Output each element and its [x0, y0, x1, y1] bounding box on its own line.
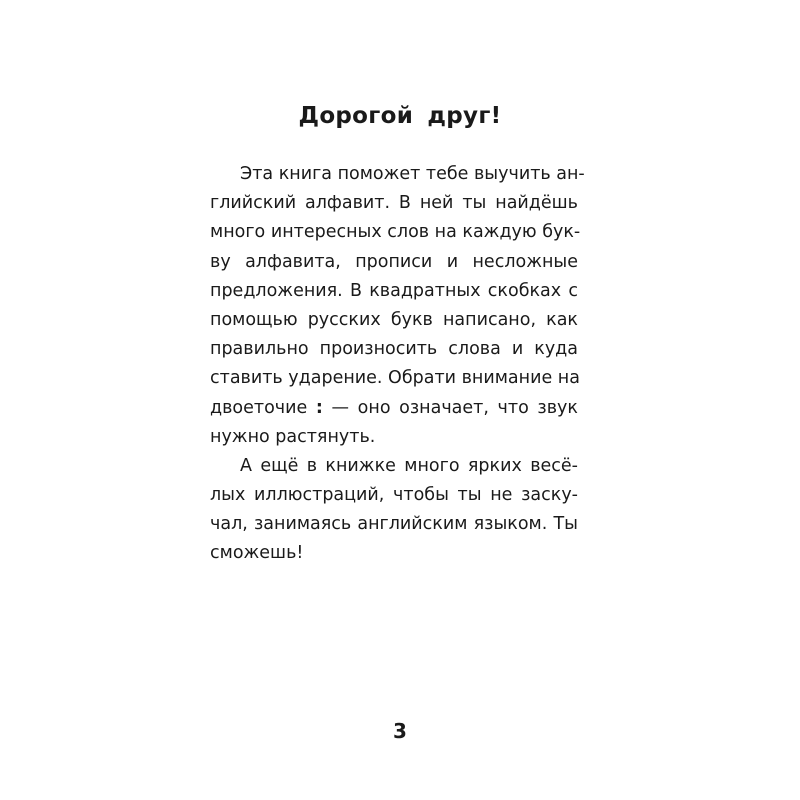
text-line: чал, занимаясь английским языком. Ты	[210, 514, 578, 535]
colon-line-before: двоеточие	[210, 397, 316, 418]
text-line: правильно произносить слова и куда	[210, 339, 578, 360]
body-text	[210, 160, 585, 569]
text-line: предложения. В квадратных скобках с	[210, 280, 578, 301]
text-line: нужно растянуть.	[210, 426, 376, 447]
colon-symbol: :	[315, 397, 323, 418]
text-line: ставить ударение. Обрати внимание на	[210, 368, 580, 389]
text-line-colon	[210, 394, 578, 423]
text-line: ву алфавита, прописи и несложные	[210, 251, 578, 272]
text-line: Эта книга поможет тебе выучить ан-	[240, 164, 585, 184]
text-line: А ещё в книжке много ярких весё-	[240, 455, 578, 476]
text-line: сможешь!	[210, 543, 304, 564]
text-line: глийский алфавит. В ней ты найдёшь	[210, 193, 578, 214]
colon-line-after: — оно означает, что звук	[322, 397, 578, 418]
text-line: много интересных слов на каждую бук-	[210, 222, 581, 243]
page-title: Дорогой друг!	[298, 103, 502, 129]
page-number: 3	[393, 719, 407, 743]
text-line: помощью русских букв написано, как	[210, 309, 578, 330]
text-line: лых иллюстраций, чтобы ты не заску-	[210, 485, 578, 506]
